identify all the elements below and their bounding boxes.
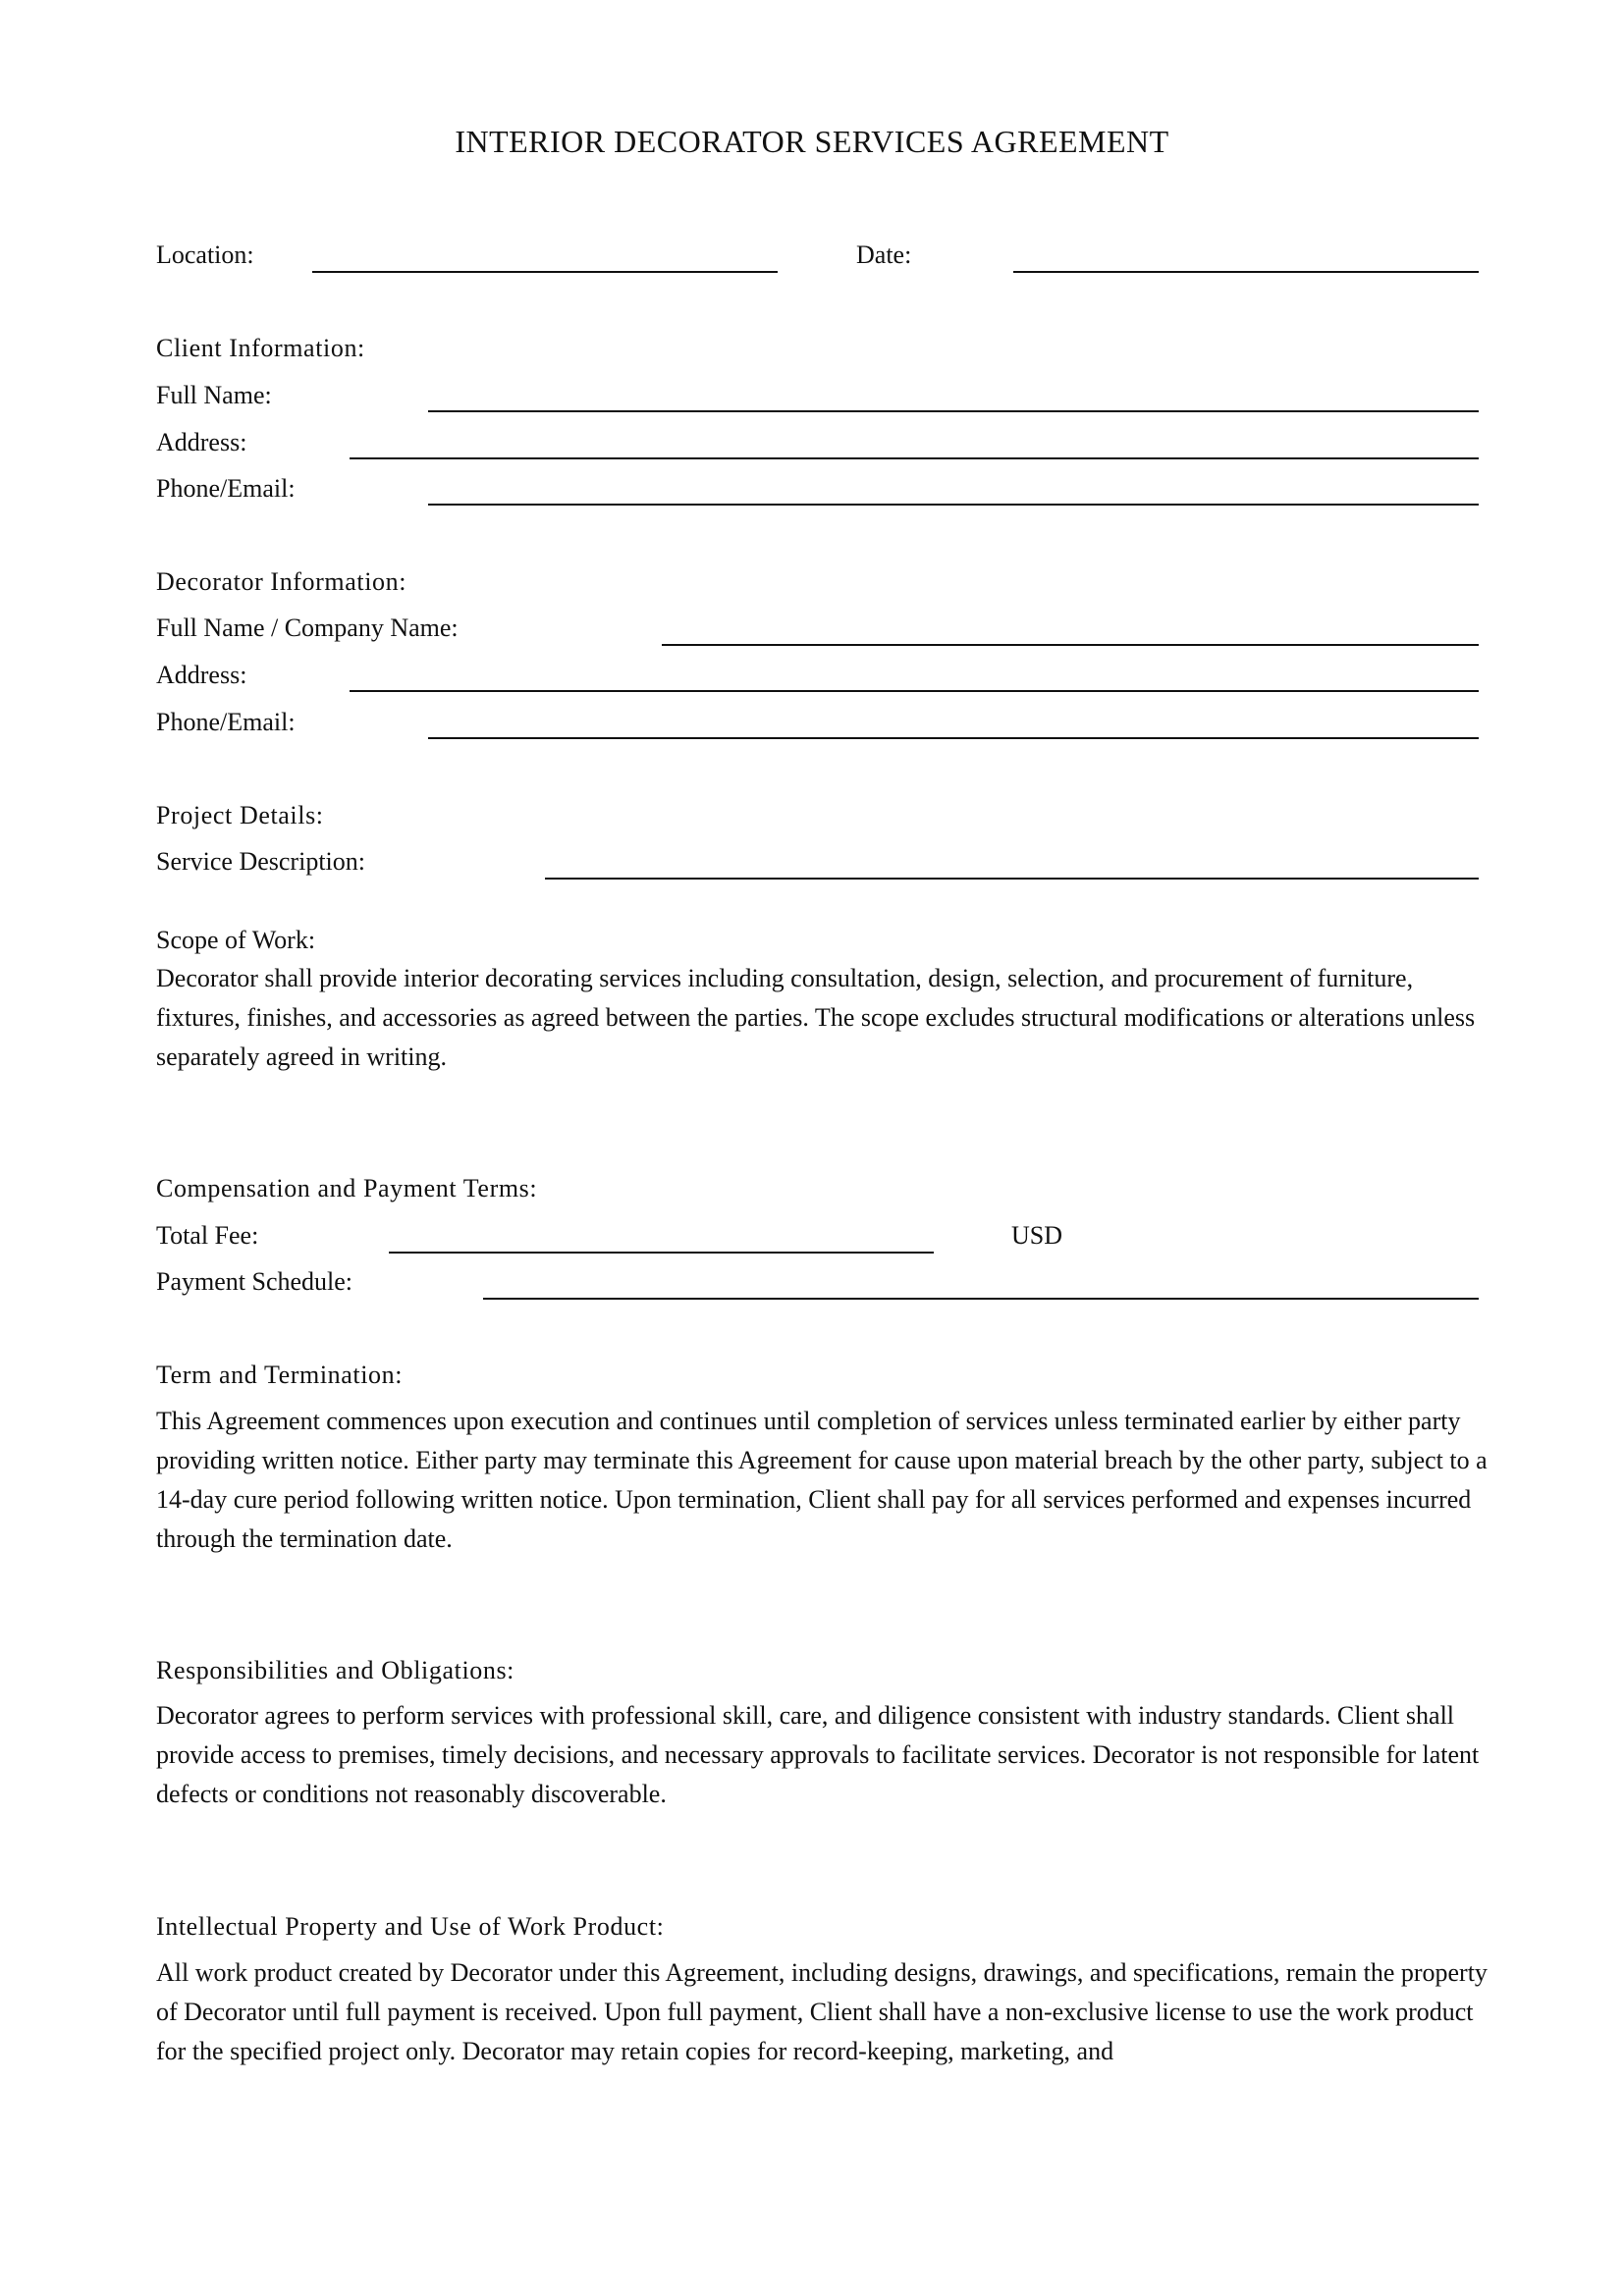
total-fee-label: Total Fee: xyxy=(156,1221,259,1250)
compensation-heading: Compensation and Payment Terms: xyxy=(156,1174,538,1202)
term-heading: Term and Termination: xyxy=(156,1361,404,1389)
client-full-name-field[interactable] xyxy=(428,410,1479,412)
total-fee-field[interactable] xyxy=(389,1252,934,1254)
client-phone-email-field[interactable] xyxy=(428,504,1479,506)
scope-heading: Scope of Work: xyxy=(156,926,316,954)
decorator-phone-email-field[interactable] xyxy=(428,737,1479,739)
project-details-heading: Project Details: xyxy=(156,801,324,829)
payment-schedule-field[interactable] xyxy=(483,1298,1479,1300)
date-field[interactable] xyxy=(1013,271,1479,273)
decorator-name-field[interactable] xyxy=(662,644,1479,646)
scope-text: Decorator shall provide interior decorating services including consultation, design, selection, and procurement of furniture, fixtures, finishes, and accessories as agreed between the parties. The scope excludes structural modifications or alterations unless separately agreed in writing. xyxy=(156,964,1476,1071)
location-label: Location: xyxy=(156,240,254,269)
decorator-address-label: Address: xyxy=(156,661,247,689)
service-description-label: Service Description: xyxy=(156,847,365,876)
ip-heading: Intellectual Property and Use of Work Product: xyxy=(156,1912,665,1941)
client-phone-email-label: Phone/Email: xyxy=(156,474,296,503)
decorator-name-label: Full Name / Company Name: xyxy=(156,614,459,642)
client-full-name-label: Full Name: xyxy=(156,381,272,409)
client-address-label: Address: xyxy=(156,428,247,456)
decorator-info-heading: Decorator Information: xyxy=(156,567,407,596)
decorator-phone-email-label: Phone/Email: xyxy=(156,708,296,736)
client-info-heading: Client Information: xyxy=(156,334,365,362)
date-label: Date: xyxy=(856,240,912,269)
ip-text: All work product created by Decorator under this Agreement, including designs, drawings, and specifications, remain the property of Decorator until full payment is received. Upon full payment, Client shall have a non-exclusive license to use the work product for the specified project only. Decorator may retain copies for record-keeping, marketing, and xyxy=(156,1958,1488,2065)
term-text: This Agreement commences upon execution and continues until completion of services unless terminated earlier by either party providing written notice. Either party may terminate this Agreement for cause upon material breach by the other party, subject to a 14-day cure period following written notice. Upon termination, Client shall pay for all services performed and expenses incurred through the termination date. xyxy=(156,1407,1488,1553)
payment-schedule-label: Payment Schedule: xyxy=(156,1267,353,1296)
responsibilities-text: Decorator agrees to perform services with professional skill, care, and diligence consistent with industry standards. Client shall provide access to premises, timely decisions, and necessary approvals to facilitate services. Decorator is not responsible for latent defects or conditions not reasonably discoverable. xyxy=(156,1701,1480,1808)
currency-label: USD xyxy=(1011,1221,1063,1250)
responsibilities-heading: Responsibilities and Obligations: xyxy=(156,1656,515,1684)
decorator-address-field[interactable] xyxy=(350,690,1479,692)
document-title: INTERIOR DECORATOR SERVICES AGREEMENT xyxy=(455,124,1169,159)
client-address-field[interactable] xyxy=(350,457,1479,459)
service-description-field[interactable] xyxy=(545,878,1479,880)
location-field[interactable] xyxy=(312,271,778,273)
